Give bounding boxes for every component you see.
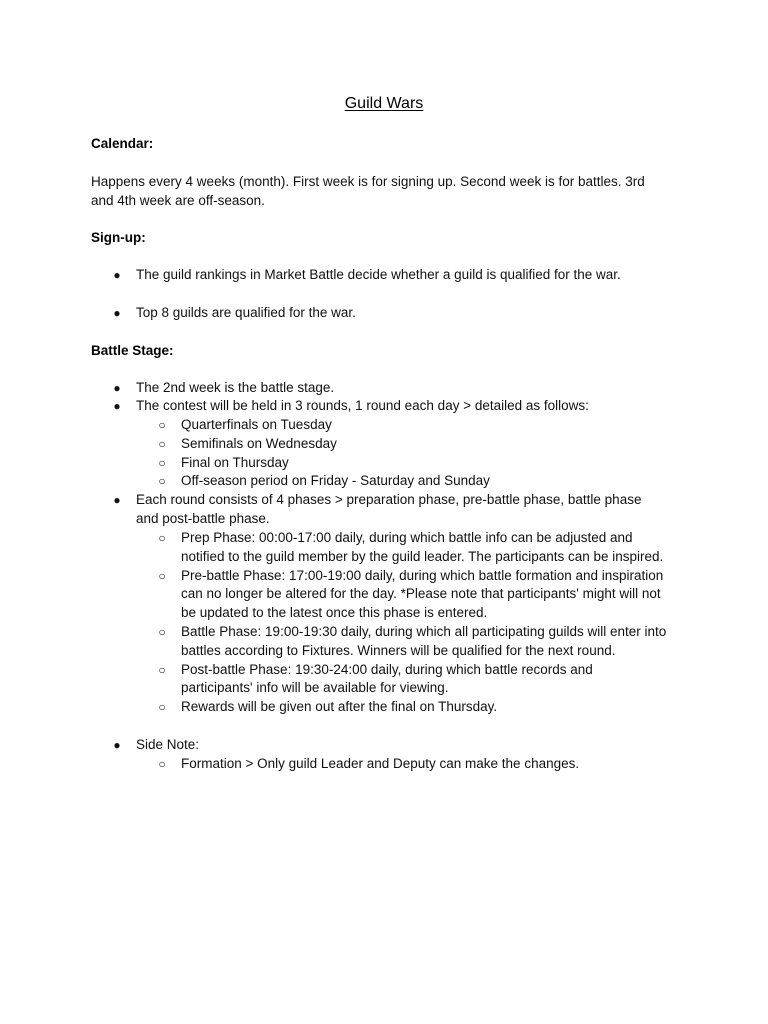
signup-heading: Sign-up: — [91, 230, 146, 245]
sub-list-item-text: be updated to the latest once this phase is entered. — [181, 605, 488, 620]
sub-list-item-text: participants' info will be available for viewing. — [181, 680, 449, 695]
sub-list-item-text: Pre-battle Phase: 17:00-19:00 daily, during which battle formation and inspiration — [181, 568, 664, 583]
sub-bullet-icon: ○ — [158, 474, 166, 488]
paragraph-line: and 4th week are off-season. — [91, 192, 265, 208]
sub-list-item-text: Formation > Only guild Leader and Deputy can make the changes. — [181, 756, 580, 771]
sub-bullet-icon: ○ — [158, 456, 166, 470]
sub-list-item-text: Prep Phase: 00:00-17:00 daily, during which battle info can be adjusted and — [181, 530, 633, 545]
list-item-text: and post-battle phase. — [136, 511, 270, 526]
sub-list-item-text: Battle Phase: 19:00-19:30 daily, during which all participating guilds will enter into — [181, 624, 667, 639]
sub-bullet-icon: ○ — [158, 663, 166, 677]
side-note-label: Side Note: — [136, 737, 200, 752]
bullet-icon: ● — [113, 399, 121, 413]
page-title: Guild Wars — [344, 95, 424, 112]
calendar-paragraph — [91, 173, 681, 210]
list-item-text: Each round consists of 4 phases > preparation phase, pre-battle phase, battle phase — [136, 492, 642, 507]
sub-bullet-icon: ○ — [158, 569, 166, 583]
sub-bullet-icon: ○ — [158, 531, 166, 545]
list-item-text: The guild rankings in Market Battle decide whether a guild is qualified for the war. — [136, 267, 621, 282]
sub-bullet-icon: ○ — [158, 437, 166, 451]
sub-list-item-text: Post-battle Phase: 19:30-24:00 daily, during which battle records and — [181, 662, 593, 677]
sub-list-item-text: notified to the guild member by the guild leader. The participants can be inspired. — [181, 549, 664, 564]
bullet-icon: ● — [113, 738, 121, 752]
paragraph-line: Happens every 4 weeks (month). First week is for signing up. Second week is for battles. 3rd — [91, 174, 645, 189]
sub-list-item-text: Final on Thursday — [181, 455, 289, 470]
sub-bullet-icon: ○ — [158, 700, 166, 714]
bullet-icon: ● — [113, 493, 121, 507]
sub-bullet-icon: ○ — [158, 625, 166, 639]
sub-bullet-icon: ○ — [158, 757, 166, 771]
sub-list-item-text: battles according to Fixtures. Winners will be qualified for the next round. — [181, 643, 616, 658]
list-item-text: Top 8 guilds are qualified for the war. — [136, 305, 356, 320]
battle-stage-heading: Battle Stage: — [91, 343, 174, 358]
sub-list-item-text: can no longer be altered for the day. *Please note that participants' might will not — [181, 586, 661, 601]
sub-bullet-icon: ○ — [158, 418, 166, 432]
sub-list-item-text: Quarterfinals on Tuesday — [181, 417, 332, 432]
bullet-icon: ● — [113, 268, 121, 282]
calendar-heading: Calendar: — [91, 136, 154, 151]
bullet-icon: ● — [113, 306, 121, 320]
sub-list-item-text: Rewards will be given out after the final on Thursday. — [181, 699, 498, 714]
bullet-icon: ● — [113, 381, 121, 395]
list-item-text: The contest will be held in 3 rounds, 1 round each day > detailed as follows: — [136, 398, 589, 413]
sub-list-item-text: Off-season period on Friday - Saturday and Sunday — [181, 473, 490, 488]
list-item-text: The 2nd week is the battle stage. — [136, 380, 335, 395]
sub-list-item-text: Semifinals on Wednesday — [181, 436, 337, 451]
